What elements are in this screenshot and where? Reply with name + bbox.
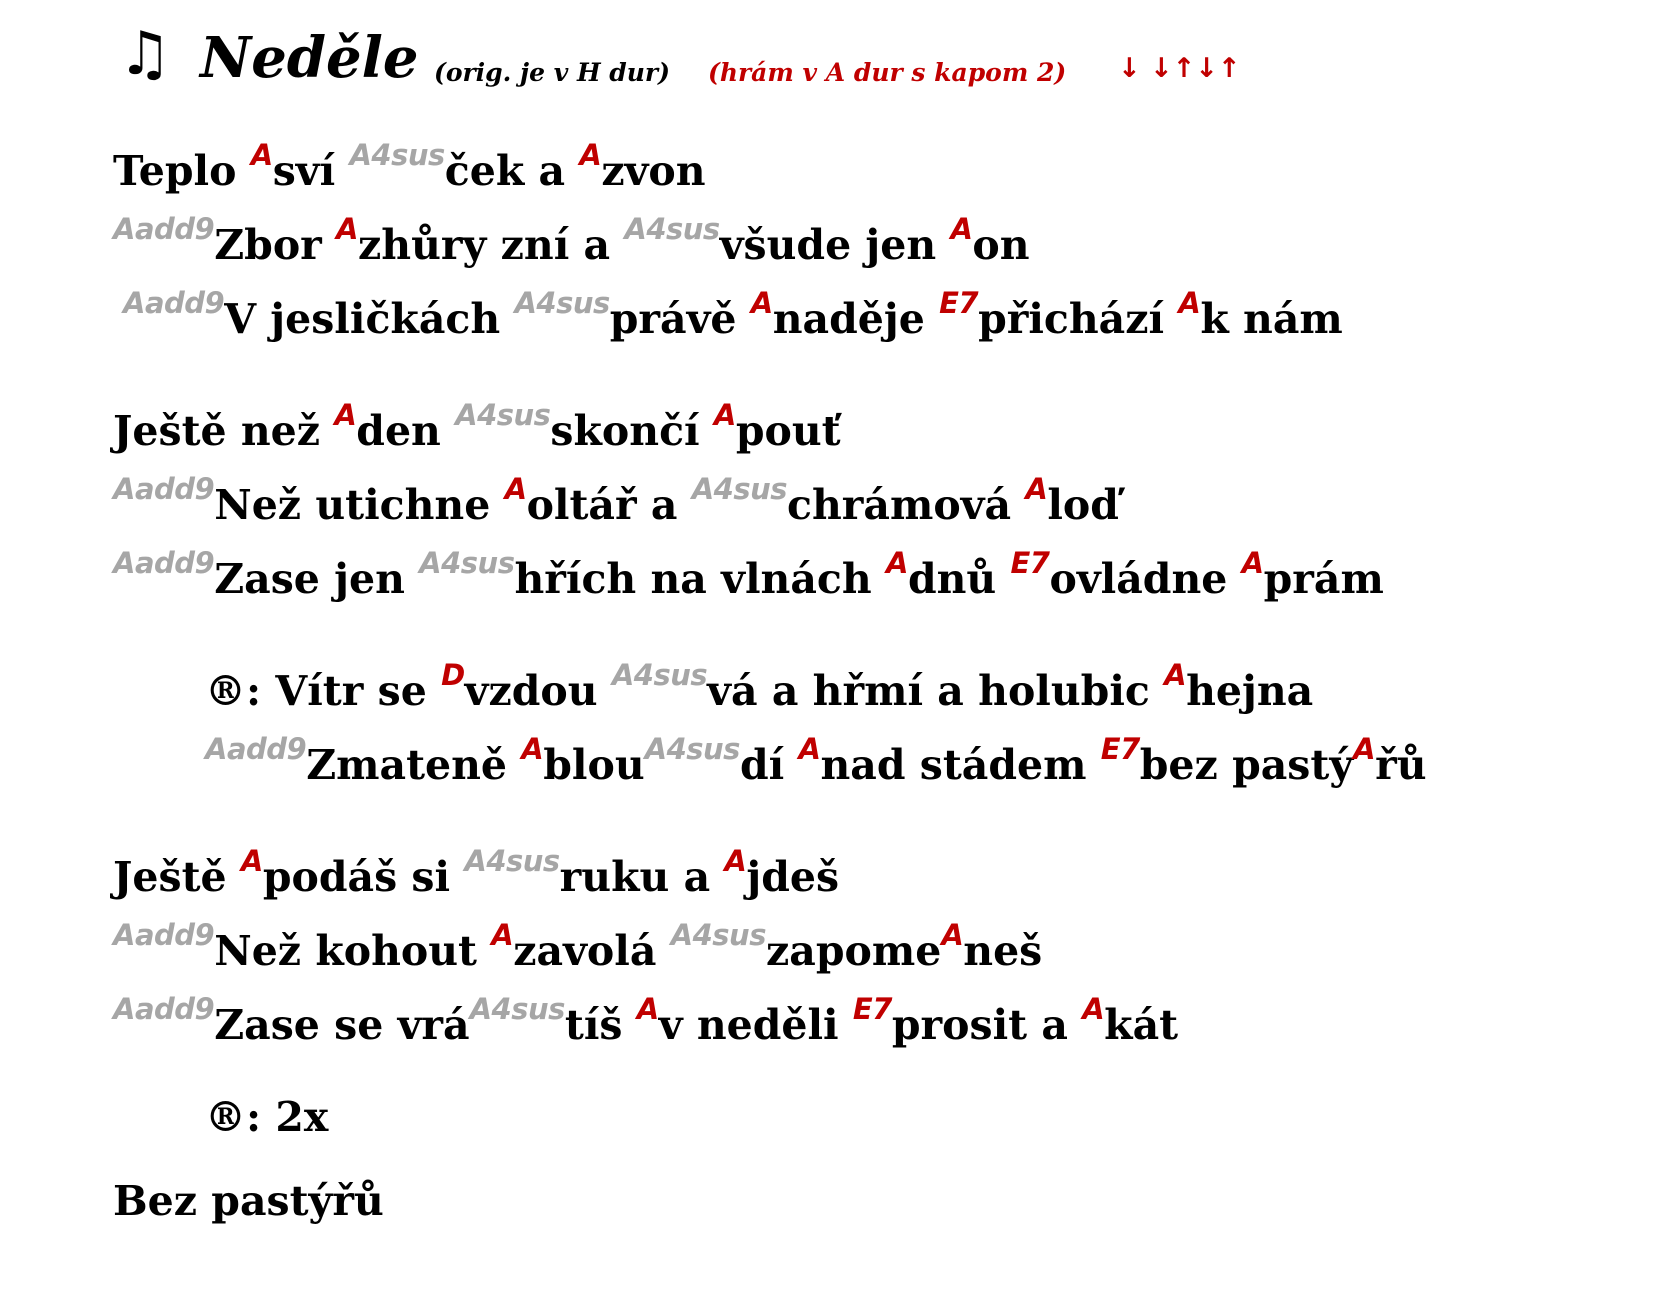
song-title: Neděle — [200, 25, 419, 91]
lyric-line — [113, 472, 1119, 530]
chord: A — [504, 472, 527, 506]
lyric-text: v neděli — [658, 1001, 853, 1049]
chord-variant: Aadd9 — [123, 286, 225, 320]
lyric-text: Než utichne — [214, 481, 505, 529]
chord-variant: A4sus — [514, 286, 610, 320]
lyric-text: vzdou — [464, 667, 612, 715]
chord-variant: A4sus — [464, 844, 560, 878]
lyric-text: pouť — [735, 407, 841, 455]
chord: D — [441, 658, 465, 692]
lyric-text: loď — [1047, 481, 1119, 529]
lyric-text: chrámová — [787, 481, 1026, 529]
lyric-line — [113, 992, 1179, 1050]
lyric-line — [113, 844, 840, 902]
chord-variant: A4sus — [624, 212, 720, 246]
chord: A — [724, 844, 747, 878]
lyric-line — [113, 212, 1030, 270]
lyric-text: ®: Vítr se — [205, 667, 442, 715]
lyric-text: jdeš — [746, 853, 840, 901]
chord: E7 — [852, 992, 892, 1026]
lyric-text: Zbor — [214, 221, 337, 269]
chord: A — [521, 732, 544, 766]
chord-variant: Aadd9 — [113, 212, 215, 246]
lyric-text: prám — [1263, 555, 1384, 603]
lyric-text: dnů — [907, 555, 1011, 603]
lyric-text: zapome — [765, 927, 942, 975]
chord-variant: A4sus — [670, 918, 766, 952]
lyric-text: tíš — [564, 1001, 637, 1049]
chord-variant: A4sus — [455, 398, 551, 432]
chord: A — [713, 398, 736, 432]
chord: E7 — [1010, 546, 1050, 580]
lyric-text: ruku a — [559, 853, 725, 901]
lyric-text: přichází — [978, 295, 1179, 343]
lyric-text: Zase se vrá — [214, 1001, 470, 1049]
lyric-text: Teplo — [113, 147, 251, 195]
chord: A — [941, 918, 964, 952]
chord-variant: A4sus — [349, 138, 445, 172]
lyric-line — [113, 138, 706, 196]
capo-note: (hrám v A dur s kapom 2) — [708, 58, 1067, 87]
lyric-text: hřích na vlnách — [514, 555, 886, 603]
chord-variant: Aadd9 — [113, 546, 215, 580]
chord: A — [334, 398, 357, 432]
lyric-text: Zmateně — [306, 741, 522, 789]
lyric-text: vá a hřmí a holubic — [707, 667, 1165, 715]
chord: A — [1164, 658, 1187, 692]
lyric-text: právě — [609, 295, 751, 343]
chord-variant: A4sus — [611, 658, 708, 692]
lyric-text: den — [356, 407, 456, 455]
chord-variant: Aadd9 — [113, 472, 215, 506]
chord-variant: Aadd9 — [113, 918, 215, 952]
chord: A — [1178, 286, 1201, 320]
lyric-text: hejna — [1186, 667, 1314, 715]
chord: A — [240, 844, 263, 878]
lyric-text: neš — [963, 927, 1043, 975]
original-key-note: (orig. je v H dur) — [434, 58, 670, 87]
lyric-text: on — [972, 221, 1030, 269]
lyric-text: Než kohout — [214, 927, 492, 975]
chord: A — [1353, 732, 1376, 766]
chord-variant: Aadd9 — [205, 732, 307, 766]
chord: A — [1025, 472, 1048, 506]
chord: A — [885, 546, 908, 580]
chord: E7 — [1100, 732, 1140, 766]
chord-variant: A4sus — [419, 546, 515, 580]
lyric-text: zhůry zní a — [358, 221, 625, 269]
lyric-text: naděje — [772, 295, 940, 343]
chord: A — [336, 212, 358, 246]
lyric-text: Zase jen — [214, 555, 420, 603]
chord: A — [491, 918, 514, 952]
lyric-text: ček a — [444, 147, 580, 195]
strumming-pattern: ↓ ↓↑↓↑ — [1118, 53, 1241, 84]
chorus-line — [205, 732, 1427, 790]
music-note-icon: ♫ — [118, 19, 172, 89]
lyric-text: Bez pastýřů — [113, 1177, 384, 1225]
lyric-text: dí — [739, 741, 799, 789]
lyric-text: podáš si — [262, 853, 465, 901]
lyric-text: V jesličkách — [224, 295, 515, 343]
lyric-text: skončí — [550, 407, 714, 455]
chorus-repeat — [205, 1092, 328, 1142]
lyric-text: sví — [272, 147, 350, 195]
chorus-line — [205, 658, 1314, 716]
lyric-text: ®: 2x — [205, 1093, 329, 1141]
chord: A — [579, 138, 602, 172]
lyric-text: bez pastý — [1139, 741, 1354, 789]
chord-variant: A4sus — [691, 472, 788, 506]
chord: E7 — [939, 286, 979, 320]
lyric-text: Ještě — [113, 853, 241, 901]
lyric-text: zavolá — [513, 927, 671, 975]
chord: A — [1241, 546, 1264, 580]
lyric-text: zvon — [601, 147, 706, 195]
lyric-line — [113, 918, 1043, 976]
chord-variant: A4sus — [469, 992, 565, 1026]
lyric-text: k nám — [1200, 295, 1343, 343]
lyric-line — [123, 286, 1343, 344]
lyric-line — [113, 546, 1384, 604]
chord: A — [250, 138, 273, 172]
lyric-text: řů — [1375, 741, 1427, 789]
chord-variant: A4sus — [644, 732, 740, 766]
lyric-text: blou — [543, 741, 645, 789]
lyric-line — [113, 398, 841, 456]
outro-line — [113, 1176, 384, 1226]
lyric-text: všude jen — [719, 221, 951, 269]
lyric-text: prosit a — [891, 1001, 1083, 1049]
lyric-text: oltář a — [526, 481, 692, 529]
chord: A — [750, 286, 773, 320]
lyric-text: Ještě než — [113, 407, 335, 455]
lyric-text: kát — [1104, 1001, 1179, 1049]
chord: A — [798, 732, 821, 766]
lyric-text: nad stádem — [820, 741, 1101, 789]
chord: A — [950, 212, 973, 246]
chord-variant: Aadd9 — [113, 992, 215, 1026]
chord: A — [1082, 992, 1105, 1026]
lyric-text: ovládne — [1049, 555, 1242, 603]
chord: A — [636, 992, 659, 1026]
